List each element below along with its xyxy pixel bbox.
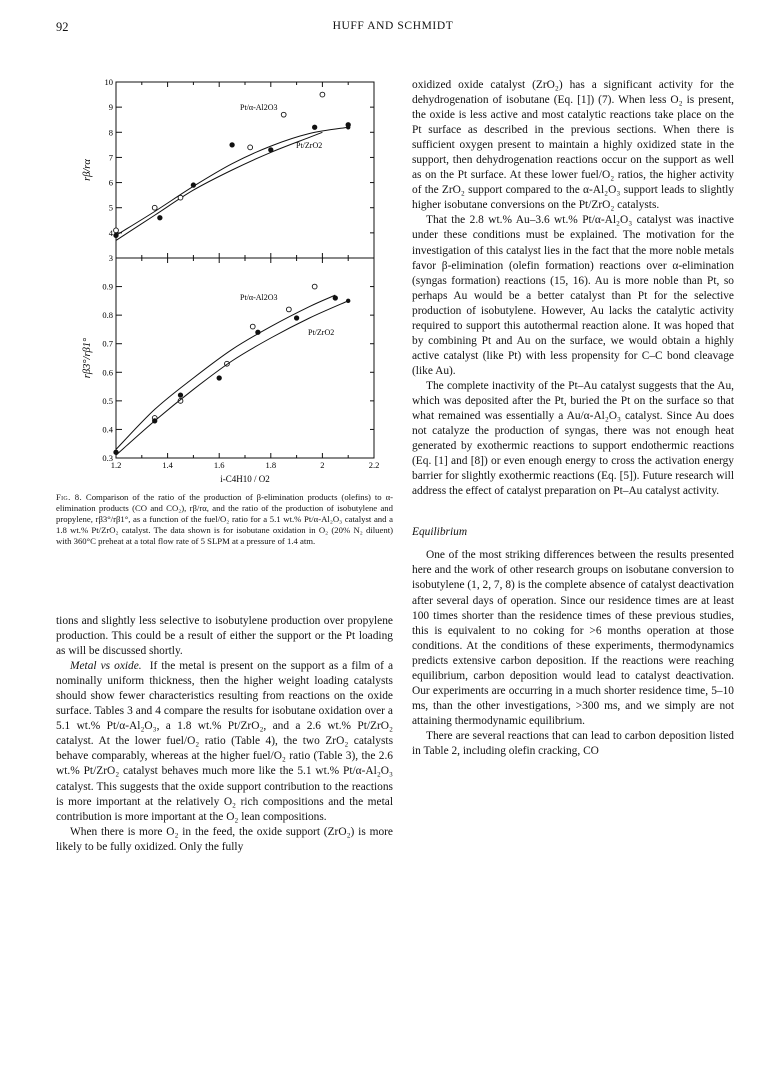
caption-text: Comparison of the ratio of the production of β-elimination products (olefins) to α-elimination products (CO and CO₂), rβ/rα, and the ratio of the production of isobutylene and propylene, rβ3°/rβ1°, as a function of the fuel/O₂ ratio for a 5.1 wt.% Pt/α-Al₂O₃ catalyst and a 1.8 wt.% Pt/ZrO₂ catalyst. The data shown is for isobutane oxidation in O₂ (20% N₂ diluent) with 360°C preheat at a total flow rate of 5 SLPM at a pressure of 1.4 atm. bbox=[56, 492, 394, 546]
right-paragraph-1: oxidized oxide catalyst (ZrO₂) has a significant activity for the dehydrogenation of isobutane (Eq. [1]) (7). When less O₂ is present, the oxide is less active and most catalytic reactions take place on the Pt surface as described in the previous sections. When there is sufficient oxygen present to maintain a highly oxidized state in the support, then dehydrogenation reactions occur on the support as well as on the Pt surface. At these lower fuel/O₂ ratios, the higher activity of the ZrO₂ support compared to the α-Al₂O₃ support leads to slightly higher isobutane conversions on the Pt/ZrO₂ catalysts. bbox=[412, 79, 734, 212]
figure-8 bbox=[56, 70, 396, 490]
data-point bbox=[114, 228, 119, 233]
data-point bbox=[153, 419, 157, 423]
data-point bbox=[248, 145, 253, 150]
data-point bbox=[191, 183, 195, 187]
y-tick-label: 10 bbox=[104, 77, 113, 87]
x-tick-label: 1.8 bbox=[265, 460, 277, 470]
right-paragraph-5: There are several reactions that can lead to carbon deposition listed in Table 2, including olefin cracking, CO bbox=[412, 729, 734, 757]
y-tick-label: 8 bbox=[108, 127, 113, 138]
series-label: Pt/α-Al2O3 bbox=[240, 103, 278, 112]
y-tick-label: 0.3 bbox=[102, 453, 113, 463]
x-tick-label: 1.4 bbox=[162, 460, 173, 470]
metal-vs-oxide-heading: Metal vs oxide. bbox=[70, 660, 142, 673]
data-point bbox=[346, 125, 350, 129]
data-point bbox=[286, 307, 291, 312]
data-point bbox=[114, 233, 118, 237]
y-tick-label: 0.9 bbox=[102, 281, 113, 292]
left-paragraph-2: If the metal is present on the support as a film of a nominally uniform thickness, then the higher weight loading catalysts should show fewer characteristics resulting from reactions on the oxide surface. Tables 3 and 4 compare the results for isobutane oxidation over a 5.1 wt.% Pt/α-Al₂O₃, a 1.8 wt.% Pt/ZrO₂, and a 2.6 wt.% Pt/ZrO₂ catalyst. At the lower fuel/O₂ ratio (Table 4), the two ZrO₂ catalysts behave comparably, whereas at the higher fuel/O₂ ratio (Table 3), the 2.6 wt.% Pt/ZrO₂ catalyst behaves much more like the 5.1 wt.% Pt/α-Al₂O₃ catalyst. This suggests that the oxide support contribution to the reactions is more important at the relatively O₂ rich compositions and the metal contribution is more important at the O₂ lean compositions. bbox=[56, 660, 393, 823]
y-tick-label: 9 bbox=[108, 102, 113, 113]
y-tick-label: 0.5 bbox=[102, 395, 113, 406]
y-tick-label: 6 bbox=[108, 177, 113, 188]
x-axis-label: i-C4H10 / O2 bbox=[220, 474, 270, 484]
y-tick-label: 0.8 bbox=[102, 310, 113, 321]
series-fit-line bbox=[116, 132, 322, 240]
page-header bbox=[56, 20, 730, 36]
data-point bbox=[178, 393, 182, 397]
data-point bbox=[114, 450, 118, 454]
y-axis-label: rβ/rα bbox=[82, 159, 93, 181]
data-point bbox=[346, 299, 350, 303]
series-label: Pt/ZrO2 bbox=[296, 141, 323, 150]
figure-caption bbox=[56, 492, 393, 547]
x-tick-label: 2.2 bbox=[368, 460, 380, 470]
series-fit-line bbox=[116, 301, 348, 455]
left-paragraph-3: When there is more O₂ in the feed, the oxide support (ZrO₂) is more likely to be fully oxidized. Only the fully bbox=[56, 825, 393, 853]
data-point bbox=[294, 316, 298, 320]
section-heading-equilibrium: Equilibrium bbox=[412, 526, 468, 539]
right-paragraph-2: That the 2.8 wt.% Au–3.6 wt.% Pt/α-Al₂O₃ catalyst was inactive under these conditions must be explained. The motivation for the investigation of this catalyst lies in the fact that the more noble metals favor β-elimination (olefin formation) reactions over α-elimination (syngas formation) reactions (15, 16). Au is more noble than Pt, so perhaps Au would be a better catalyst than Pt for the selective production of isobutylene. However, Au lacks the catalytic activity required to support this autothermal reaction alone. It was hoped that by combining Pt and Au on the surface, we would obtain a highly active catalyst (like Pt) with less propensity for C–C bond cleavage (like Au). bbox=[412, 214, 734, 377]
x-tick-label: 2 bbox=[320, 460, 325, 470]
plot-bottom bbox=[82, 258, 379, 484]
data-point bbox=[320, 92, 325, 97]
data-point bbox=[250, 324, 255, 329]
y-tick-label: 5 bbox=[108, 202, 113, 213]
data-point bbox=[312, 125, 316, 129]
data-point bbox=[158, 216, 162, 220]
data-point bbox=[333, 296, 337, 300]
series-label: Pt/α-Al2O3 bbox=[240, 293, 278, 302]
left-column bbox=[56, 614, 393, 855]
data-point bbox=[256, 330, 260, 334]
data-point bbox=[281, 112, 286, 117]
left-paragraph-1: tions and slightly less selective to isobutylene production over propylene production. This could be a result of either the support or the Pt loading as will be discussed shortly. bbox=[56, 615, 393, 658]
y-tick-label: 3 bbox=[108, 253, 113, 263]
x-tick-label: 1.6 bbox=[213, 460, 225, 470]
data-point bbox=[230, 143, 234, 147]
y-tick-label: 7 bbox=[108, 152, 113, 163]
right-column bbox=[412, 78, 734, 759]
caption-label: Fig. 8. bbox=[56, 492, 82, 502]
series-label: Pt/ZrO2 bbox=[308, 328, 335, 337]
data-point bbox=[312, 284, 317, 289]
y-axis-label: rβ3°/rβ1° bbox=[82, 337, 93, 379]
y-tick-label: 0.4 bbox=[102, 424, 113, 435]
plot-frame bbox=[116, 258, 374, 458]
x-tick-label: 1.2 bbox=[110, 460, 122, 470]
running-title: HUFF AND SCHMIDT bbox=[332, 20, 454, 32]
y-tick-label: 0.6 bbox=[102, 367, 113, 378]
data-point bbox=[269, 148, 273, 152]
right-paragraph-3: The complete inactivity of the Pt–Au catalyst suggests that the Au, which was deposited after the Pt, buried the Pt on the surface so that what remained was essentially a Au/α-Al₂O₃ catalyst. Since Au does not catalyze the production of syngas, there was not enough heat generated by exothermic reactions to support endothermic reactions (Eq. [1] and [8]) or even enough energy to cross the activation energy barrier for slightly exothermic reactions (Eq. [5]). Future research will address the effect of catalyst preparation on Pt–Au catalyst activity. bbox=[412, 379, 734, 498]
page-number: 92 bbox=[56, 20, 69, 34]
data-point bbox=[217, 376, 221, 380]
y-tick-label: 4 bbox=[108, 227, 113, 238]
data-point bbox=[152, 205, 157, 210]
y-tick-label: 0.7 bbox=[102, 338, 113, 349]
right-paragraph-4: One of the most striking differences between the results presented here and the work of other research groups on isobutane conversion to isobutylene (1, 2, 7, 8) is the complete absence of catalyst deactivation after several days of operation. Since our residence times are at least 100 times shorter than the residence times of these previous studies, this is equivalent to no coking for >6 months operation at those conditions. At the conditions of these experiments, thermodynamics predicts extensive carbon deposition. If the reactions were reaching equilibrium, carbon deposition would lead to catalyst deactivation. Our experiments are occurring in a much shorter residence time, 5–10 ms, than the other investigations, >300 ms, and we simply are not attaining thermodynamic equilibrium. bbox=[412, 549, 734, 727]
plot-top bbox=[82, 77, 374, 263]
